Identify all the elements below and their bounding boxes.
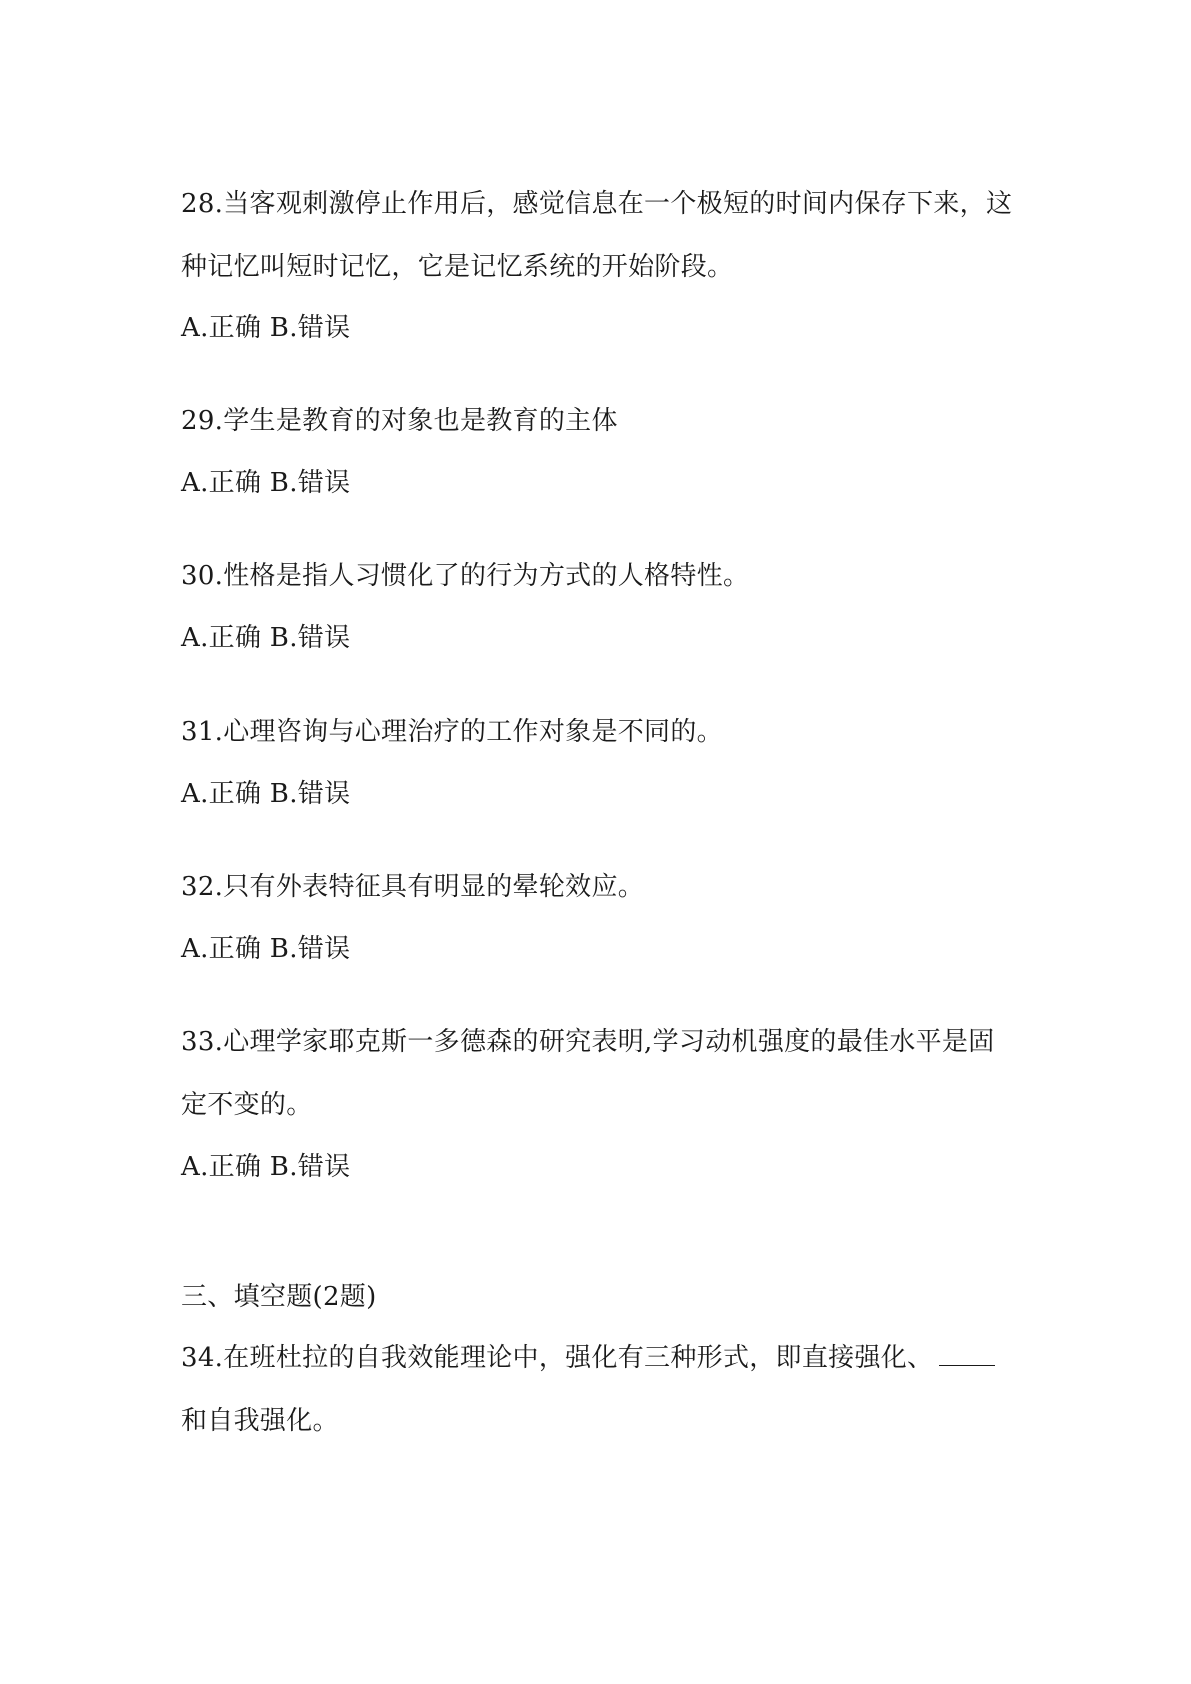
- question-31-text: 31.心理咨询与心理治疗的工作对象是不同的。: [181, 717, 723, 747]
- question-29-text: 29.学生是教育的对象也是教育的主体: [181, 406, 618, 436]
- question-28-options: A.正确 B.错误: [181, 313, 351, 343]
- question-29-options: A.正确 B.错误: [181, 468, 351, 498]
- question-33-options: A.正确 B.错误: [181, 1152, 351, 1182]
- question-32-options: A.正确 B.错误: [181, 934, 351, 964]
- question-34-line-1: [181, 1341, 995, 1375]
- question-33-line-1: 33.心理学家耶克斯一多德森的研究表明,学习动机强度的最佳水平是固: [181, 1027, 995, 1057]
- section-heading: 三、填空题(2题): [181, 1282, 377, 1312]
- question-30-text: 30.性格是指人习惯化了的行为方式的人格特性。: [181, 561, 750, 591]
- question-34-line-2: 和自我强化。: [181, 1406, 339, 1436]
- answer-blank: [939, 1343, 995, 1366]
- question-28-line-1: 28.当客观刺激停止作用后，感觉信息在一个极短的时间内保存下来，这: [181, 189, 1013, 219]
- question-28-line-2: 种记忆叫短时记忆，它是记忆系统的开始阶段。: [181, 252, 734, 282]
- question-31-options: A.正确 B.错误: [181, 779, 351, 809]
- question-30-options: A.正确 B.错误: [181, 623, 351, 653]
- question-33-line-2: 定不变的。: [181, 1090, 313, 1120]
- question-32-text: 32.只有外表特征具有明显的晕轮效应。: [181, 872, 645, 902]
- question-34-text: 34.在班杜拉的自我效能理论中，强化有三种形式，即直接强化、: [181, 1343, 934, 1373]
